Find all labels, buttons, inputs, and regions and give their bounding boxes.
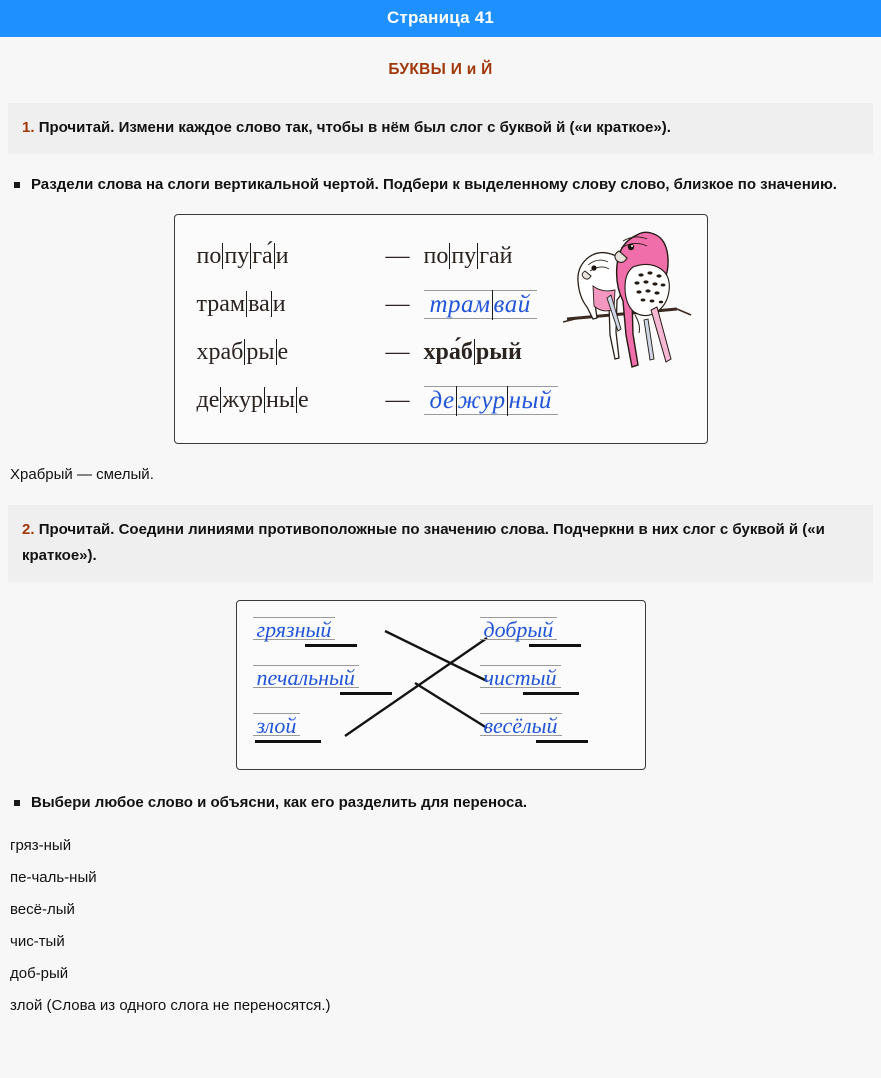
source-word-tramvai: трам ва и (196, 291, 286, 318)
syllable-underline (305, 644, 357, 647)
result-word-popugai: по пу гай (423, 243, 513, 270)
word-pair-list (197, 233, 558, 425)
task-1-directive-text: Раздели слова на слоги вертикальной чертой. Подбери к выделенному слову слово, близкое по значению. (31, 176, 837, 194)
exercise-2-figure (236, 600, 646, 770)
bullet-square-icon (14, 800, 20, 806)
parrots-illustration (549, 223, 699, 373)
task-1-directive (14, 172, 871, 198)
pair-dash: — (385, 387, 410, 414)
syllable-underline (536, 740, 588, 743)
result-word-tramvai-handwritten: трам вай (424, 287, 537, 323)
answer-list (10, 838, 881, 1013)
match-item-zloi (253, 711, 359, 759)
answer-line: доб-рый (10, 964, 69, 982)
task-2-directive-text: Выбери любое слово и объясни, как его разделить для переноса. (31, 794, 528, 812)
answer-line: пе-чаль-ный (10, 868, 97, 886)
match-item-dobryi (480, 615, 562, 663)
pair-dash: — (385, 291, 410, 318)
page-banner-title: Страница 41 (386, 8, 495, 27)
word-veselyi: весёлый (483, 713, 558, 739)
syllable-underline (523, 692, 579, 695)
word-chistyi: чистый (483, 665, 557, 691)
word-pair-row (197, 377, 558, 425)
exercise-1-figure (174, 214, 708, 444)
bullet-square-icon (14, 182, 20, 188)
task-1-box (8, 103, 873, 154)
task-1-note: Храбрый — смелый. (10, 465, 154, 483)
word-pair-row (197, 329, 558, 377)
match-item-veselyi (480, 711, 562, 759)
answer-line: злой (Слова из одного слога не переносятся.) (10, 996, 331, 1014)
task-1-number: 1. (22, 119, 35, 136)
syllable-underline (255, 740, 321, 743)
answer-line: гряз-ный (10, 836, 72, 854)
match-item-chistyi (480, 663, 562, 711)
source-word-dezhurnye: де жур ны е (196, 387, 309, 414)
antonym-right-column (480, 615, 562, 759)
source-word-hrabrye: храб ры е (196, 339, 289, 366)
answer-line: чис-тый (10, 932, 65, 950)
pair-dash: — (385, 243, 410, 270)
word-dobryi: добрый (483, 617, 554, 643)
word-pechalnyi: печальный (256, 665, 355, 691)
source-word-popugai: по пу га́ и (196, 243, 289, 270)
word-pair-row (197, 233, 558, 281)
result-word-hrabryi: хра́б рый (423, 339, 522, 366)
syllable-underline (529, 644, 581, 647)
page-banner (0, 0, 881, 37)
task-2-number: 2. (22, 520, 35, 538)
syllable-underline (340, 692, 392, 695)
match-line-evil-kind (345, 638, 487, 736)
result-word-dezhurnyi-handwritten: де жур ный (424, 383, 558, 419)
task-2-box (8, 505, 873, 583)
task-1-text: Прочитай. Измени каждое слово так, чтобы в нём был слог с буквой й («и краткое»). (38, 119, 671, 136)
task-2-directive (14, 790, 871, 816)
pair-dash: — (385, 339, 410, 366)
word-gryaznyi: грязный (256, 617, 332, 643)
word-zloi: злой (256, 713, 297, 739)
word-pair-row (197, 281, 558, 329)
lesson-title: БУКВЫ И и Й (388, 61, 493, 78)
match-line-sad-cheerful (415, 683, 487, 728)
answer-line: весё-лый (10, 900, 75, 918)
antonym-left-column (253, 615, 359, 759)
task-2-text: Прочитай. Соедини линиями противоположные по значению слова. Подчеркни в них слог с буквой й («и краткое»). (22, 520, 825, 564)
match-item-pechalnyi (253, 663, 359, 711)
match-item-gryaznyi (253, 615, 359, 663)
